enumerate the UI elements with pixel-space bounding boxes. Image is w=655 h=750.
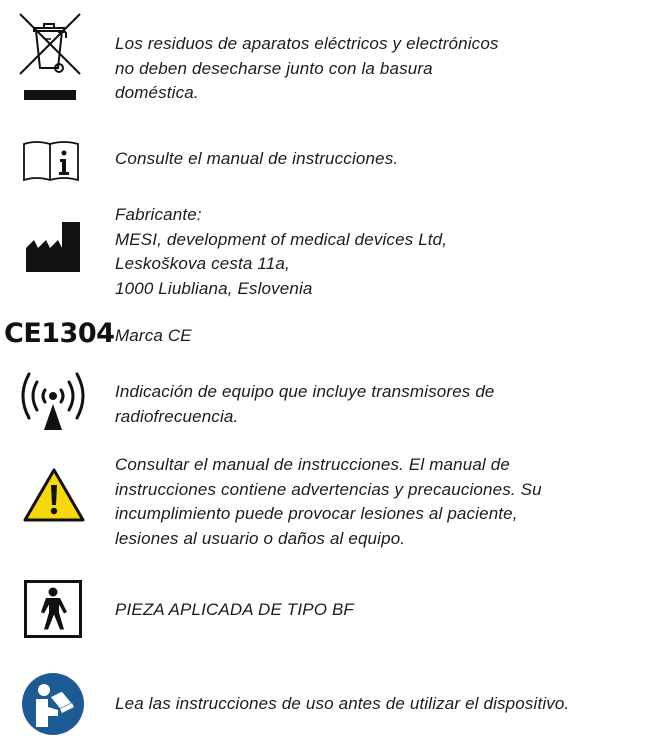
warning-line-1: Consultar el manual de instrucciones. El manual de	[115, 455, 510, 474]
warning-line-2: instrucciones contiene advertencias y precauciones. Su	[115, 479, 542, 499]
read-instructions-icon	[22, 673, 84, 735]
manufacturer-name: MESI, development of medical devices Ltd,	[115, 229, 448, 249]
consult-manual-info-icon	[22, 140, 80, 182]
type-bf-text: PIEZA APLICADA DE TIPO BF	[115, 600, 354, 619]
manufacturer-factory-icon	[26, 222, 80, 272]
manufacturer-city: 1000 Liubliana, Eslovenia	[115, 278, 313, 298]
non-ionizing-radiation-icon	[18, 370, 88, 432]
radio-line-1: Indicación de equipo que incluye transmisores de	[115, 382, 495, 401]
manufacturer-street: Leskoškova cesta 11a,	[115, 254, 290, 273]
warning-line-3: incumplimiento puede provocar lesiones al paciente,	[115, 504, 518, 523]
weee-line-3: doméstica.	[115, 83, 199, 102]
radio-line-2: radiofrecuencia.	[115, 406, 239, 426]
weee-line-2: no deben desecharse junto con la basura	[115, 58, 433, 78]
type-bf-applied-part-icon	[24, 580, 82, 638]
read-instructions-text: Lea las instrucciones de uso antes de utilizar el dispositivo.	[115, 694, 570, 713]
ce-mark-text: Marca CE	[115, 326, 192, 345]
ce-mark-icon: CE1304	[4, 318, 115, 349]
warning-triangle-icon	[22, 467, 86, 523]
weee-line-1: Los residuos de aparatos eléctricos y electrónicos	[115, 34, 499, 53]
weee-crossed-bin-icon	[18, 12, 84, 102]
consult-manual-text: Consulte el manual de instrucciones.	[115, 149, 399, 168]
warning-line-4: lesiones al usuario o daños al equipo.	[115, 528, 406, 548]
manufacturer-label: Fabricante:	[115, 205, 202, 224]
